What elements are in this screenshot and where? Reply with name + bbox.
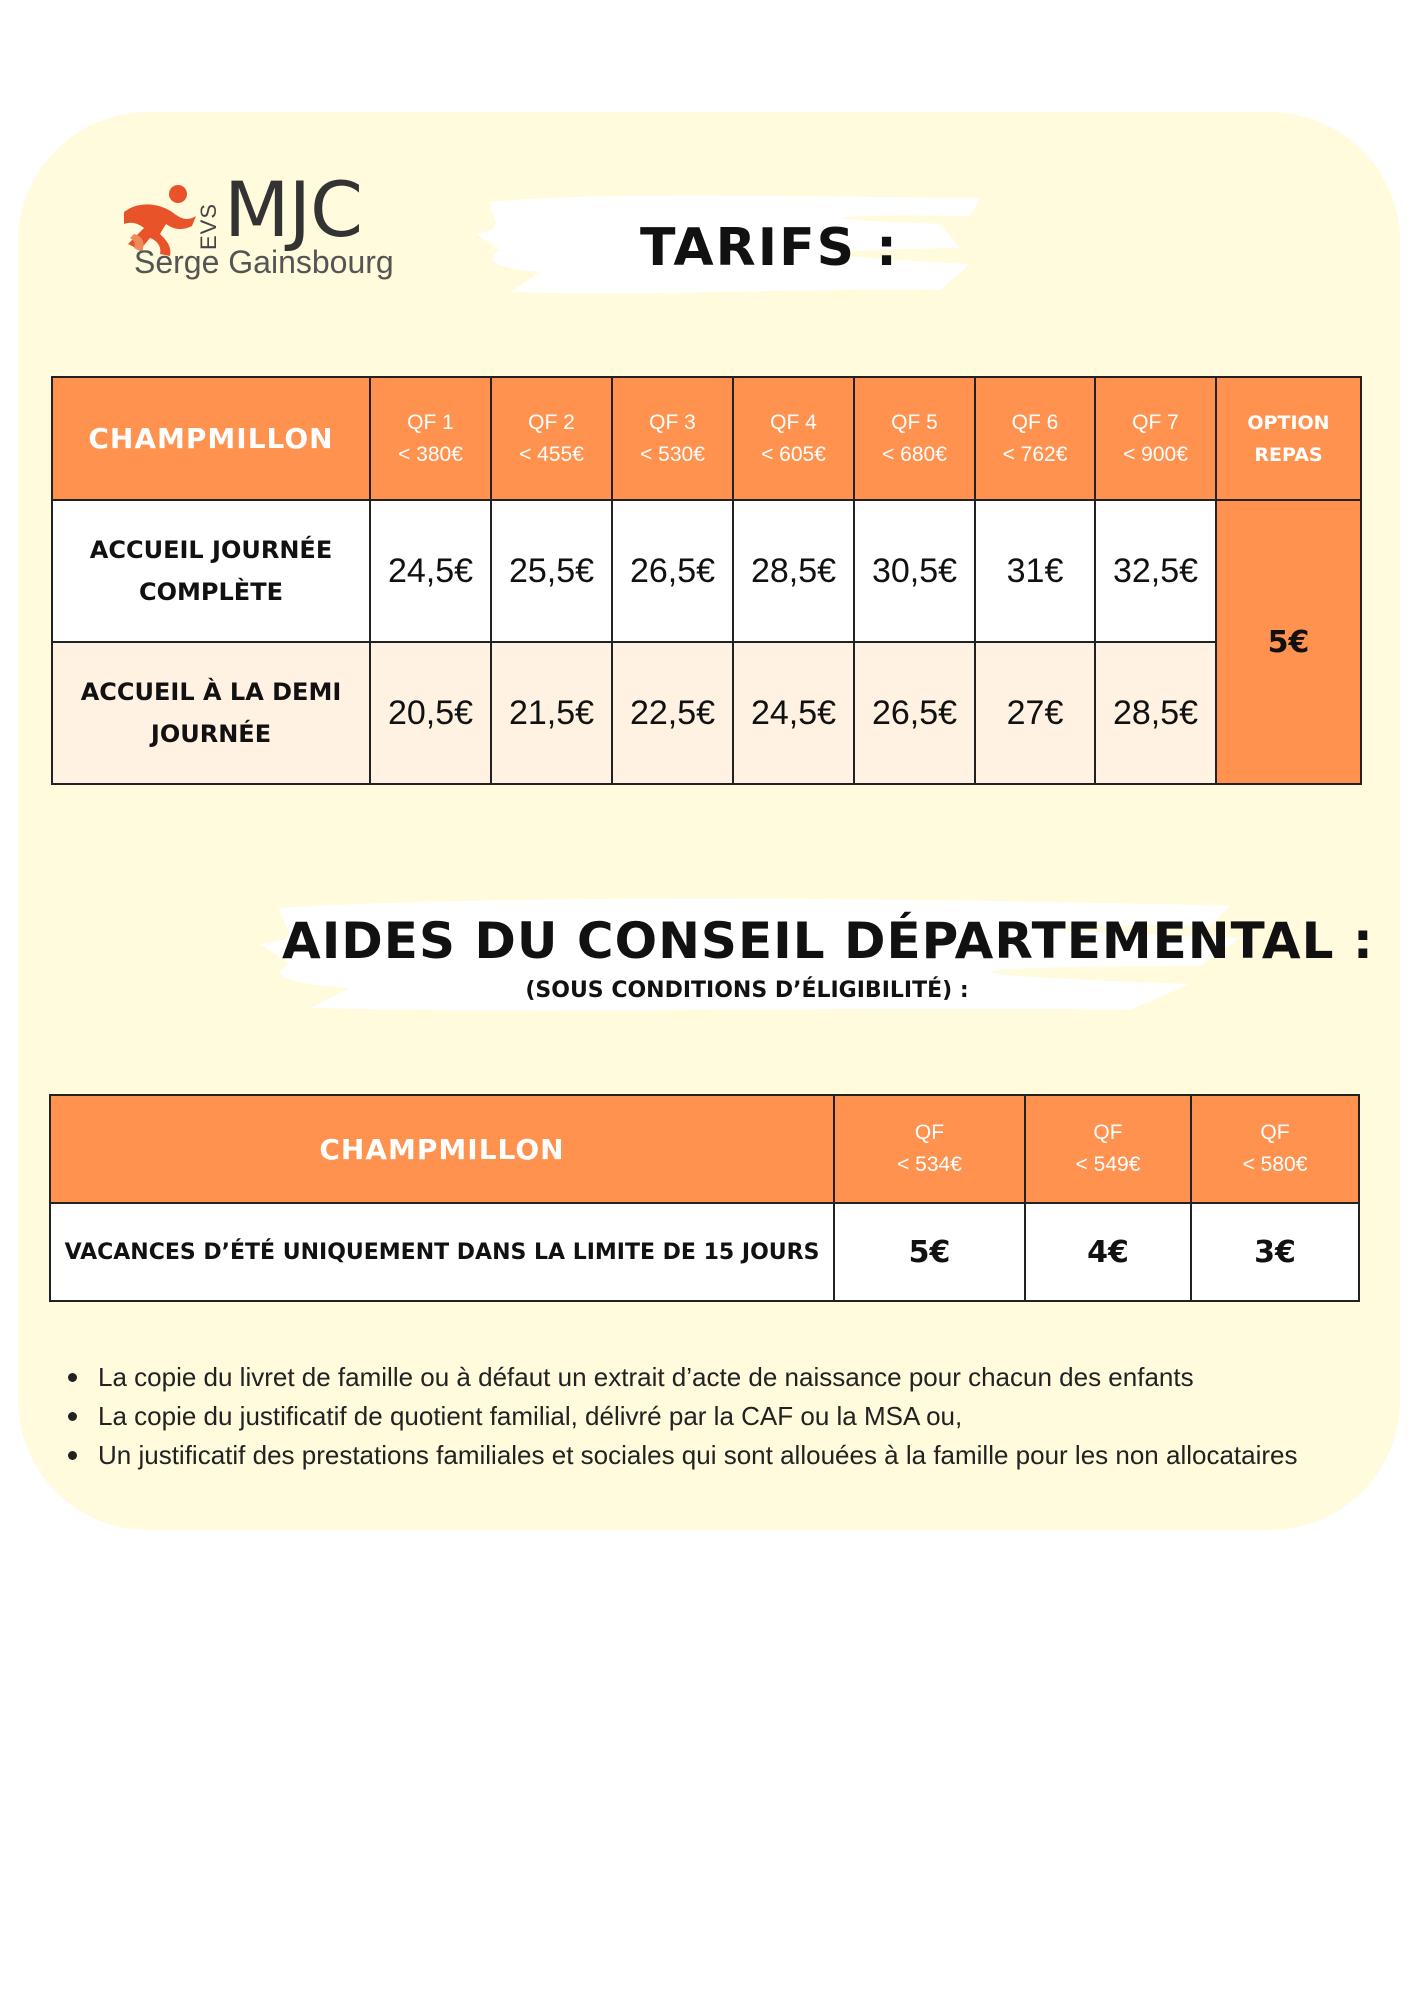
qf-limit: < 549€ — [1075, 1153, 1141, 1176]
aides-subtitle: (SOUS CONDITIONS D’ÉLIGIBILITÉ) : — [525, 978, 969, 1003]
aides-title: AIDES DU CONSEIL DÉPARTEMENTAL : — [282, 912, 1374, 970]
qf-column-header — [1095, 377, 1216, 500]
price-cell: 26,5€ — [612, 500, 733, 642]
qf-column-header — [491, 377, 612, 500]
price-cell: 26,5€ — [854, 642, 975, 784]
option-repas-header — [1216, 377, 1361, 500]
logo-mjc-text: MJC — [224, 165, 363, 254]
tarifs-title: TARIFS : — [640, 218, 899, 278]
tarifs-header-name: CHAMPMILLON — [52, 377, 370, 500]
qf-label: QF 4 — [770, 410, 817, 434]
qf-column-header — [370, 377, 491, 500]
row-label: VACANCES D’ÉTÉ UNIQUEMENT DANS LA LIMITE DE 15 JOURS — [50, 1203, 834, 1301]
option-line1: OPTION — [1247, 411, 1330, 434]
row-label — [52, 642, 370, 784]
qf-column-header — [1191, 1095, 1359, 1203]
row-label — [52, 500, 370, 642]
tarifs-header-row — [52, 377, 1361, 500]
qf-limit: < 455€ — [519, 442, 584, 466]
qf-column-header — [612, 377, 733, 500]
aide-value-cell: 5€ — [834, 1203, 1025, 1301]
qf-label: QF — [914, 1121, 945, 1144]
aide-value-cell: 3€ — [1191, 1203, 1359, 1301]
bullet-icon — [68, 1451, 77, 1460]
logo-subtitle: Serge Gainsbourg — [134, 244, 394, 280]
qf-label: QF 6 — [1011, 410, 1059, 434]
row-label-line1: ACCUEIL À LA DEMI — [80, 678, 342, 706]
bullet-icon — [68, 1373, 77, 1382]
price-cell: 30,5€ — [854, 500, 975, 642]
background-card — [18, 112, 1400, 1530]
qf-limit: < 380€ — [398, 442, 463, 466]
list-item-text: Un justificatif des prestations familiales et sociales qui sont allouées à la famille pour les non allocataires — [98, 1440, 1298, 1470]
logo-evs-text: EVS — [196, 202, 221, 250]
qf-limit: < 605€ — [761, 442, 826, 466]
qf-limit: < 680€ — [882, 442, 947, 466]
aide-value-cell: 4€ — [1025, 1203, 1191, 1301]
row-label-line1: ACCUEIL JOURNÉE — [89, 536, 333, 564]
qf-label: QF 5 — [891, 410, 938, 434]
qf-label: QF 1 — [407, 410, 454, 434]
row-label-line2: COMPLÈTE — [139, 578, 283, 606]
qf-limit: < 900€ — [1123, 442, 1188, 466]
list-item — [62, 1397, 1362, 1436]
tarifs-table — [51, 376, 1362, 785]
aides-header-name: CHAMPMILLON — [50, 1095, 834, 1203]
qf-column-header — [1025, 1095, 1191, 1203]
option-repas-price: 5€ — [1216, 500, 1361, 784]
qf-column-header — [854, 377, 975, 500]
qf-limit: < 762€ — [1002, 442, 1068, 466]
list-item-text: La copie du justificatif de quotient familial, délivré par la CAF ou la MSA ou, — [98, 1401, 963, 1431]
qf-limit: < 530€ — [640, 442, 705, 466]
qf-label: QF — [1260, 1121, 1290, 1144]
bullet-icon — [68, 1412, 77, 1421]
aides-row — [50, 1203, 1359, 1301]
price-cell: 24,5€ — [370, 500, 491, 642]
tarifs-row-journee — [52, 500, 1361, 642]
qf-label: QF 2 — [528, 410, 575, 434]
aides-table — [49, 1094, 1360, 1302]
qf-column-header — [834, 1095, 1025, 1203]
option-line2: REPAS — [1254, 443, 1323, 466]
qf-limit: < 534€ — [897, 1153, 962, 1176]
price-cell: 27€ — [975, 642, 1095, 784]
qf-column-header — [733, 377, 854, 500]
price-cell: 24,5€ — [733, 642, 854, 784]
qf-column-header — [975, 377, 1095, 500]
price-cell: 31€ — [975, 500, 1095, 642]
list-item-text: La copie du livret de famille ou à défaut un extrait d’acte de naissance pour chacun des enfants — [98, 1362, 1194, 1392]
row-label-line2: JOURNÉE — [150, 720, 272, 748]
price-cell: 28,5€ — [733, 500, 854, 642]
qf-label: QF 3 — [649, 410, 696, 434]
qf-label: QF — [1093, 1121, 1123, 1144]
price-cell: 25,5€ — [491, 500, 612, 642]
price-cell: 28,5€ — [1095, 642, 1216, 784]
documents-list — [62, 1358, 1362, 1475]
qf-label: QF 7 — [1132, 410, 1179, 434]
price-cell: 22,5€ — [612, 642, 733, 784]
aides-header-row — [50, 1095, 1359, 1203]
price-cell: 20,5€ — [370, 642, 491, 784]
tarifs-row-demi-journee — [52, 642, 1361, 784]
qf-limit: < 580€ — [1242, 1153, 1308, 1176]
list-item — [62, 1436, 1362, 1475]
price-cell: 32,5€ — [1095, 500, 1216, 642]
list-item — [62, 1358, 1362, 1397]
mjc-logo[interactable] — [120, 165, 420, 288]
price-cell: 21,5€ — [491, 642, 612, 784]
